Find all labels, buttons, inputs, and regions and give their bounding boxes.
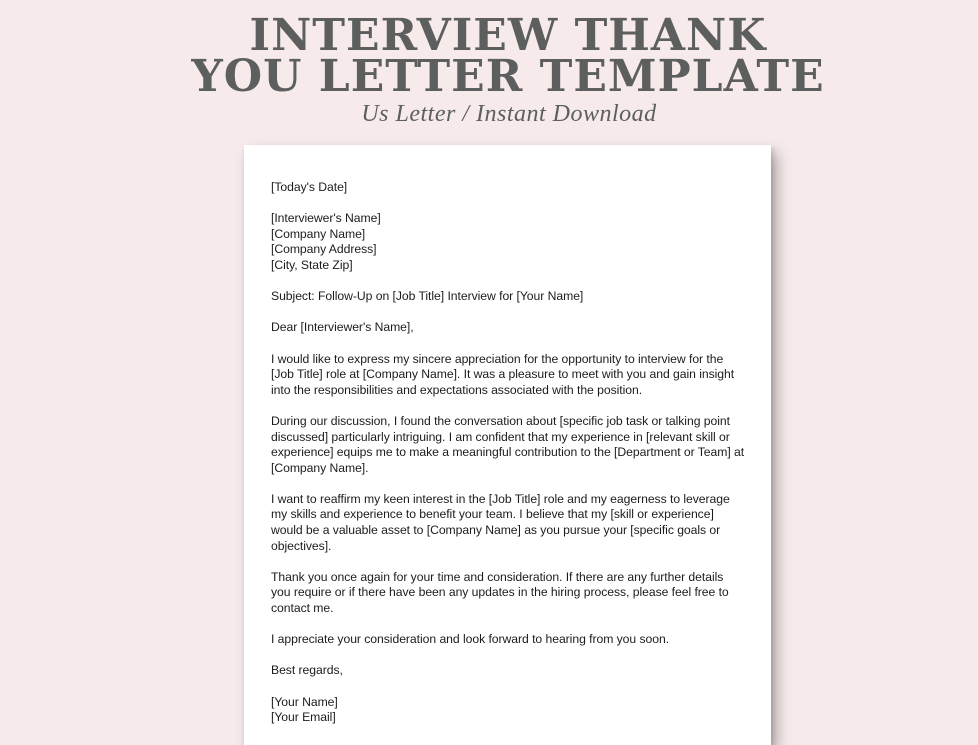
paragraph-line: my skills and experience to benefit your team. I believe that my [skill or experience] <box>271 507 714 522</box>
paragraph-line: contact me. <box>271 601 334 616</box>
paragraph-line: experience] equips me to make a meaningful contribution to the [Department or Team] at <box>271 445 745 460</box>
signature-email: [Your Email] <box>271 710 336 725</box>
paragraph-5 <box>271 632 751 648</box>
signature-name: [Your Name] <box>271 694 338 709</box>
recipient-line: [Company Name] <box>271 226 366 241</box>
paragraph-line: Thank you once again for your time and consideration. If there are any further details <box>271 569 724 584</box>
paragraph-3 <box>271 492 751 554</box>
salutation-line: Dear [Interviewer's Name], <box>271 320 414 335</box>
date-line: [Today's Date] <box>271 180 348 194</box>
subtitle: Us Letter / Instant Download <box>361 101 657 127</box>
title-line-1: INTERVIEW THANK <box>249 10 767 61</box>
paragraph-line: I appreciate your consideration and look forward to hearing from you soon. <box>271 632 670 647</box>
paragraph-line: During our discussion, I found the conversation about [specific job task or talking point <box>271 413 730 428</box>
title-line-2: YOU LETTER TEMPLATE <box>191 51 825 102</box>
paragraph-line: would be a valuable asset to [Company Name] as you pursue your [specific goals or <box>271 523 721 538</box>
subject-line: Subject: Follow-Up on [Job Title] Interview for [Your Name] <box>271 289 584 304</box>
paragraph-line: objectives]. <box>271 538 332 553</box>
paragraph-line: discussed] particularly intriguing. I am confident that my experience in [relevant skill or <box>271 429 730 444</box>
paragraph-line: [Company Name]. <box>271 460 369 475</box>
recipient-line: [Interviewer's Name] <box>271 211 381 226</box>
paragraph-1 <box>271 352 751 399</box>
paragraph-4 <box>271 570 751 617</box>
letter-page <box>244 145 771 745</box>
subject-block <box>271 289 751 305</box>
signature-block <box>271 695 751 726</box>
date-block <box>271 180 751 196</box>
recipient-line: [Company Address] <box>271 242 377 257</box>
paragraph-line: into the responsibilities and expectations associated with the position. <box>271 382 643 397</box>
paragraph-line: [Job Title] role at [Company Name]. It was a pleasure to meet with you and gain insight <box>271 367 735 382</box>
paragraph-line: I want to reaffirm my keen interest in the [Job Title] role and my eagerness to leverage <box>271 491 730 506</box>
closing-line: Best regards, <box>271 663 343 678</box>
salutation-block <box>271 320 751 336</box>
closing-block <box>271 663 751 679</box>
letter-body <box>271 180 751 741</box>
recipient-line: [City, State Zip] <box>271 257 353 272</box>
paragraph-line: I would like to express my sincere appreciation for the opportunity to interview for the <box>271 351 724 366</box>
paragraph-2 <box>271 414 751 476</box>
recipient-block <box>271 211 751 273</box>
paragraph-line: you require or if there have been any updates in the hiring process, please feel free to <box>271 585 729 600</box>
